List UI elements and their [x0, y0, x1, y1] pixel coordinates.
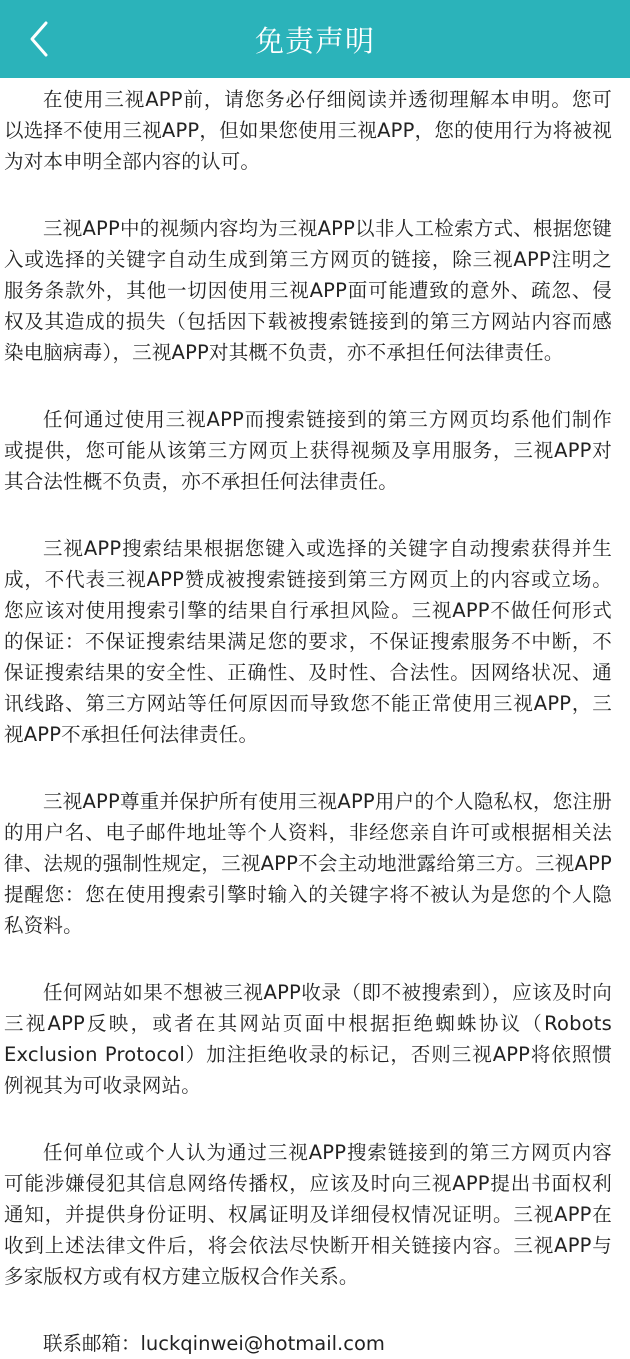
- disclaimer-paragraph: 任何通过使用三视APP而搜索链接到的第三方网页均系他们制作或提供，您可能从该第三方网页上获得视频及享用服务，三视APP对其合法性概不负责，亦不承担任何法律责任。: [4, 408, 612, 493]
- disclaimer-paragraph: 三视APP尊重并保护所有使用三视APP用户的个人隐私权，您注册的用户名、电子邮件地址等个人资料，非经您亲自许可或根据相关法律、法规的强制性规定，三视APP不会主动地泄露给第三方。三视APP提醒您：您在使用搜索引擎时输入的关键字将不被认为是您的个人隐私资料。: [4, 790, 612, 937]
- disclaimer-paragraph: 任何网站如果不想被三视APP收录（即不被搜索到），应该及时向三视APP反映，或者在其网站页面中根据拒绝蜘蛛协议（Robots Exclusion Protocol）加注拒绝收录的标记，否则三视APP将依照惯例视其为可收录网站。: [4, 981, 612, 1097]
- page-title: 免责声明: [254, 23, 375, 58]
- back-button[interactable]: [14, 14, 64, 64]
- disclaimer-paragraph: 任何单位或个人认为通过三视APP搜索链接到的第三方网页内容可能涉嫌侵犯其信息网络传播权，应该及时向三视APP提出书面权利通知，并提供身份证明、权属证明及详细侵权情况证明。三视APP在收到上述法律文件后，将会依法尽快断开相关链接内容。三视APP与多家版权方或有权方建立版权合作关系。: [4, 1141, 612, 1288]
- disclaimer-content: [0, 78, 630, 1359]
- disclaimer-paragraph: 三视APP搜索结果根据您键入或选择的关键字自动搜索获得并生成，不代表三视APP赞成被搜索链接到第三方网页上的内容或立场。您应该对使用搜索引擎的结果自行承担风险。三视APP不做任何形式的保证：不保证搜索结果满足您的要求，不保证搜索服务不中断，不保证搜索结果的安全性、正确性、及时性、合法性。因网络状况、通讯线路、第三方网站等任何原因而导致您不能正常使用三视APP，三视APP不承担任何法律责任。: [4, 537, 612, 746]
- disclaimer-paragraph: 在使用三视APP前，请您务必仔细阅读并透彻理解本申明。您可以选择不使用三视APP，但如果您使用三视APP，您的使用行为将被视为对本申明全部内容的认可。: [4, 88, 612, 173]
- chevron-left-icon: [24, 17, 54, 61]
- contact-email: 联系邮箱：luckqinwei@hotmail.com: [43, 1332, 385, 1355]
- header-bar: [0, 0, 630, 78]
- disclaimer-paragraph: 三视APP中的视频内容均为三视APP以非人工检索方式、根据您键入或选择的关键字自动生成到第三方网页的链接，除三视APP注明之服务条款外，其他一切因使用三视APP面可能遭致的意外、疏忽、侵权及其造成的损失（包括因下载被搜索链接到的第三方网站内容而感染电脑病毒），三视APP对其概不负责，亦不承担任何法律责任。: [4, 217, 612, 364]
